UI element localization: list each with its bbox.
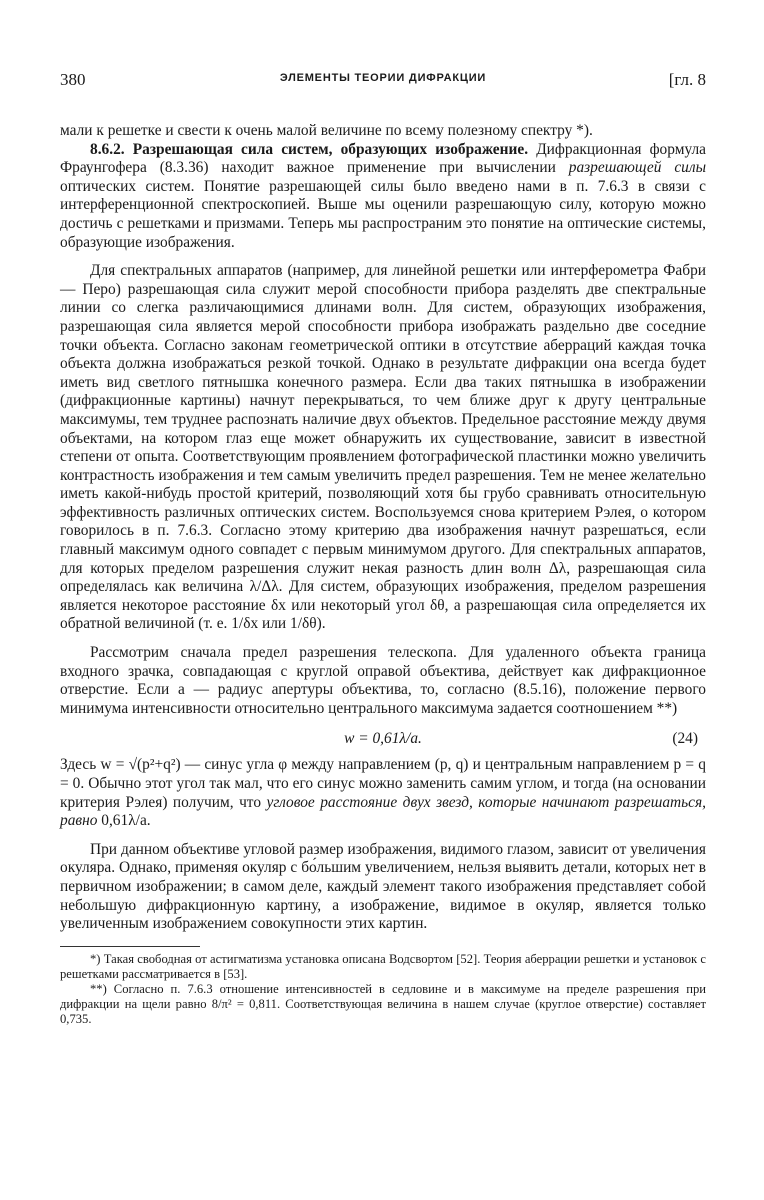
paragraph-telescope: Рассмотрим сначала предел разрешения телескопа. Для удаленного объекта граница входного зрачка, совпадающая с круглой оправой объектива, действует как дифракционное отверстие. Если a — радиус апертуры объектива, то, согласно (8.5.16), положение первого минимума интенсивности относительно центрального максимума задается соотношением **) — [60, 644, 706, 717]
formula-expression: w = 0,61λ/a. — [344, 730, 422, 748]
paragraph-here — [60, 756, 706, 830]
paragraph-continuation: мали к решетке и свести к очень малой величине по всему полезному спектру *). — [60, 122, 593, 139]
page-number: 380 — [60, 70, 86, 89]
footnote-rule — [60, 946, 200, 947]
formula-24 — [60, 726, 706, 752]
footnotes — [60, 952, 706, 1027]
running-header — [60, 70, 706, 96]
formula-number: (24) — [672, 730, 698, 748]
spacer — [60, 252, 706, 262]
page — [60, 70, 706, 1027]
paragraph-spectral: Для спектральных аппаратов (например, для линейной решетки или интерферометра Фабри — Перо) разрешающая сила служит мерой способности прибора разделять две спектральные линии со слегка различающимися длинами волн. Для систем, образующих изображения, разрешающая сила является мерой способности прибора изображать раздельно две соседние точки объекта. Согласно законам геометрической оптики в отсутствие аберраций каждая точка объекта должна изображаться резкой точкой. Однако в результате дифракции она всегда будет иметь вид светлого пятнышка конечного размера. Если два таких пятнышка в изображении (дифракционные картины) начнут перекрываться, то чем ближе друг к другу центральные максимумы, тем труднее распознать наличие двух объектов. Предельное расстояние между двумя объектами, на котором глаз еще может обнаружить их существование, зависит в известной степени от опыта. Соответствующим проявлением фотографической пластинки можно увеличить контрастность изображения и тем самым увеличить предел разрешения. Тем не менее желательно иметь какой-нибудь простой критерий, позволяющий хотя бы грубо сравнивать относительную эффективность различных оптических систем. Воспользуемся снова критерием Рэлея, о котором говорилось в п. 7.6.3. Согласно этому критерию два изображения начнут разрешаться, если главный максимум одного совпадет с первым минимумом другого. Для спектральных аппаратов, для которых пределом разрешения служит некая разность длин волн Δλ, разрешающая сила определялась как величина λ/Δλ. Для систем, образующих изображения, пределом разрешения является некоторое расстояние δx или некоторый угол δθ, а разрешающая сила определяется их обратной величиной (т. е. 1/δx или 1/δθ). — [60, 262, 706, 633]
paragraph-text: Дифракционная формула Фраунгофера (8.3.36) находит важное применение при вычислении — [60, 140, 706, 177]
section-heading: 8.6.2. Разрешающая сила систем, образующих изображение. — [90, 140, 529, 158]
italic-term: разрешающей силы — [568, 159, 707, 177]
footnote-1: *) Такая свободная от астигматизма установка описана Водсвортом [52]. Теория аберрации решетки и установок с решетками рассматривается в [53]. — [60, 951, 706, 981]
spacer — [60, 634, 706, 644]
italic-statement: угловое расстояние двух звезд, которые начинают разрешаться, равно — [60, 793, 706, 830]
spacer — [60, 831, 706, 841]
paragraph-text: оптических систем. Понятие разрешающей силы было введено нами в п. 7.6.3 в связи с интерференционной спектроскопией. Выше мы оценили разрешающую силу, которую можно достичь с решетками и призмами. Теперь мы распространим это понятие на оптические системы, образующие изображения. — [60, 177, 706, 251]
footnote-2: **) Согласно п. 7.6.3 отношение интенсивностей в седловине и в максимуме на пределе разрешения при дифракции на щели равно 8/π² = 0,811. Соответствующая величина в нашем случае (круглое отверстие) составляет 0,735. — [60, 981, 706, 1026]
paragraph-eyepiece: При данном объективе угловой размер изображения, видимого глазом, зависит от увеличения окуляра. Однако, применяя окуляр с бо́льшим увеличением, нельзя выявить детали, которых нет в первичном изображении; в самом деле, каждый элемент такого изображения представляет собой небольшую дифракционную картину, а изображение, видимое в окуляр, является только увеличенным изображением совокупности этих картин. — [60, 840, 706, 933]
chapter-marker: [гл. 8 — [668, 70, 706, 89]
running-title: ЭЛЕМЕНТЫ ТЕОРИИ ДИФРАКЦИИ — [279, 72, 487, 84]
paragraph-text: 0,61λ/a. — [101, 812, 151, 830]
paragraph-text: Здесь w = √(p²+q²) — синус угла φ между направлением (p, q) и центральным направлением p = q = 0. Обычно этот угол так мал, что его синус можно заменить самим углом, и тогда (на основании критерия Рэлея) получим, что — [60, 756, 706, 811]
main-text — [60, 122, 706, 934]
paragraph-section-8-6-2 — [60, 141, 706, 253]
